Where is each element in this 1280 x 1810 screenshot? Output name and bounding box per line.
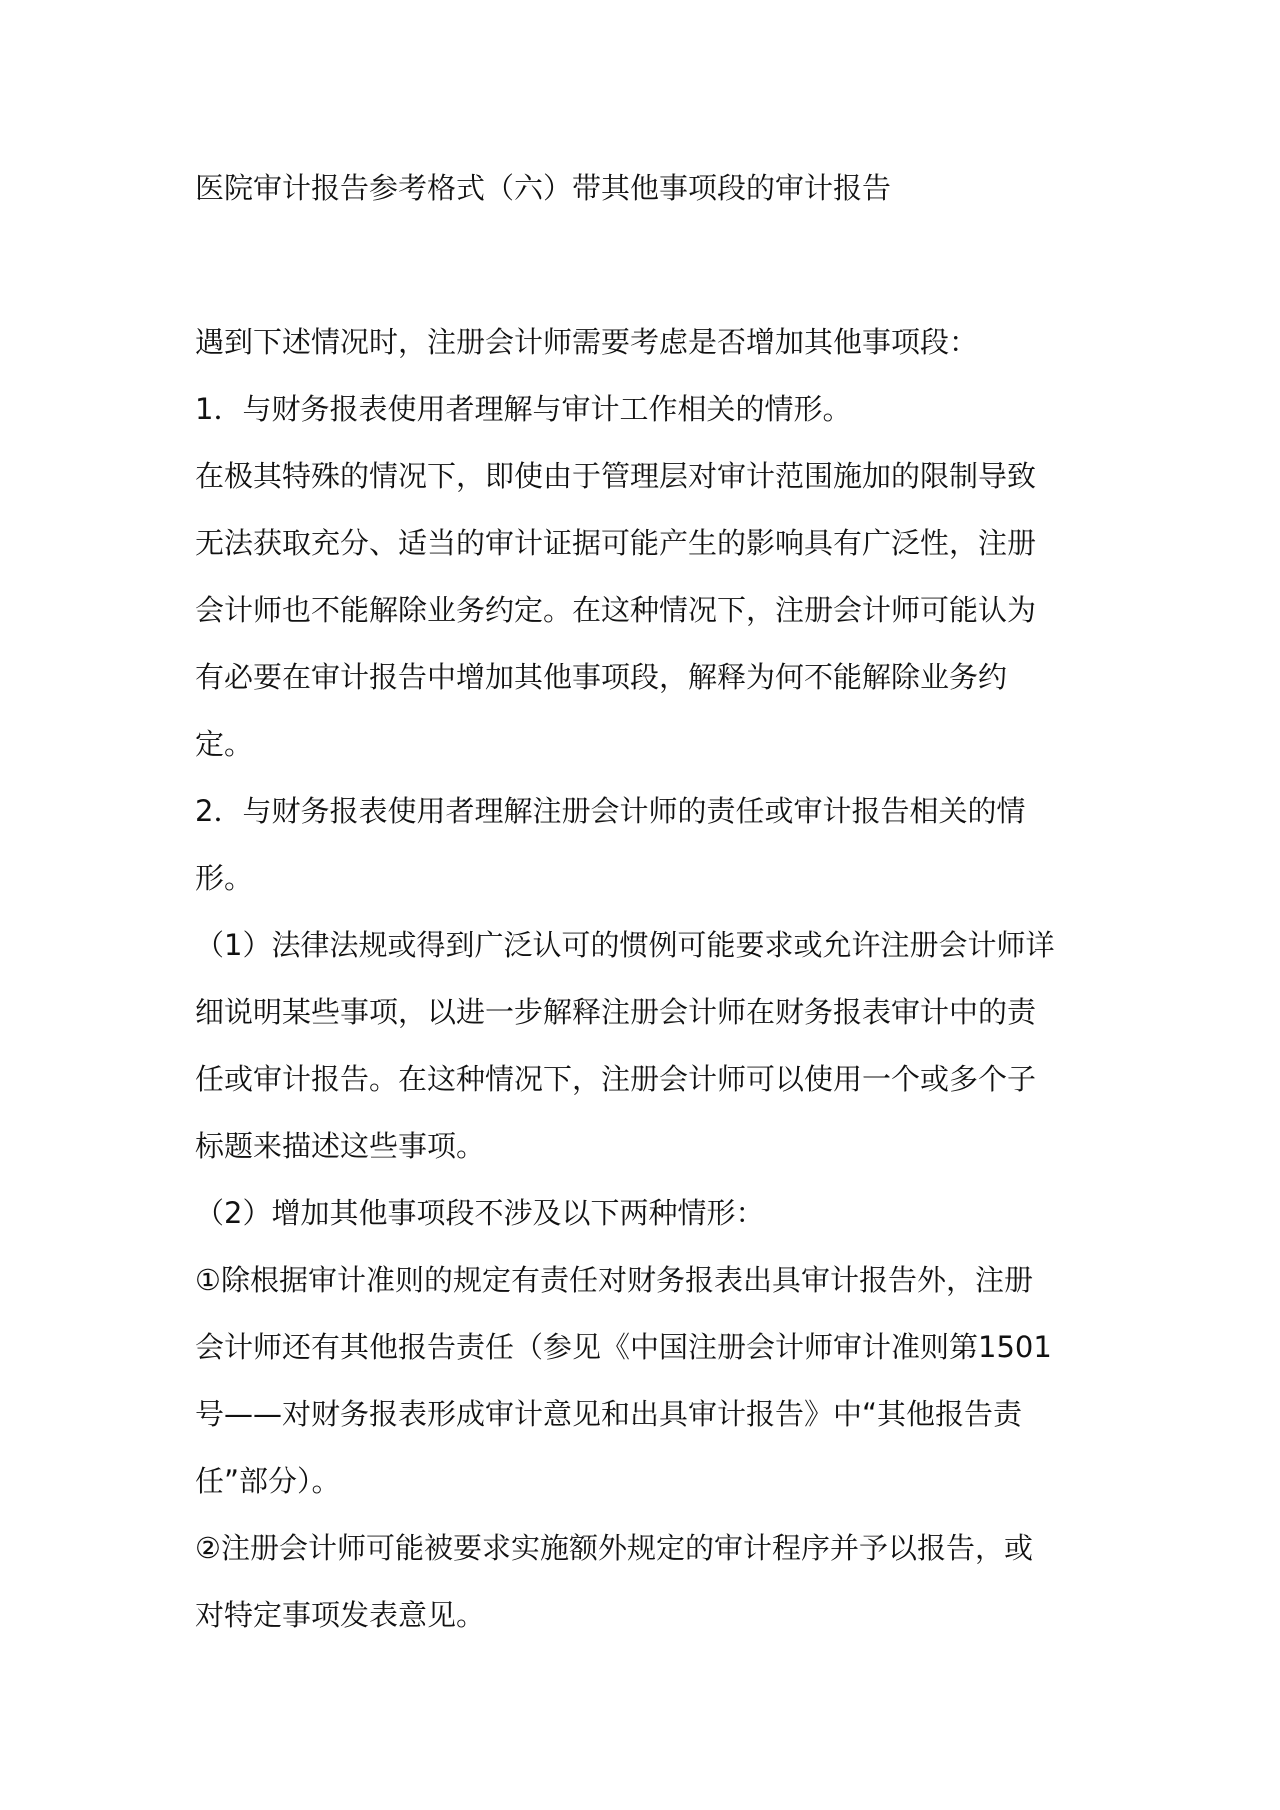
body-line: 对特定事项发表意见。	[195, 1598, 486, 1632]
body-line: 遇到下述情况时，注册会计师需要考虑是否增加其他事项段：	[195, 325, 979, 359]
body-line: ②注册会计师可能被要求实施额外规定的审计程序并予以报告，或	[195, 1531, 1033, 1565]
body-line: 无法获取充分、适当的审计证据可能产生的影响具有广泛性，注册	[195, 526, 1037, 560]
body-line: 有必要在审计报告中增加其他事项段，解释为何不能解除业务约	[195, 660, 1008, 694]
body-line: 1．与财务报表使用者理解与审计工作相关的情形。	[195, 392, 852, 426]
body-line: （1）法律法规或得到广泛认可的惯例可能要求或允许注册会计师详	[195, 928, 1055, 962]
body-line: 会计师还有其他报告责任（参见《中国注册会计师审计准则第1501	[195, 1330, 1052, 1364]
document-body	[195, 309, 1095, 1649]
body-line: 形。	[195, 861, 254, 895]
body-line: 定。	[195, 727, 254, 761]
body-line: 在极其特殊的情况下，即使由于管理层对审计范围施加的限制导致	[195, 459, 1037, 493]
document-title: 医院审计报告参考格式（六）带其他事项段的审计报告	[195, 171, 892, 205]
body-line: 2．与财务报表使用者理解注册会计师的责任或审计报告相关的情	[195, 794, 1026, 828]
body-line: （2）增加其他事项段不涉及以下两种情形：	[195, 1196, 765, 1230]
body-line: 标题来描述这些事项。	[195, 1129, 486, 1163]
body-line: 会计师也不能解除业务约定。在这种情况下，注册会计师可能认为	[195, 593, 1037, 627]
body-line: 任”部分）。	[195, 1464, 341, 1498]
body-line: 细说明某些事项，以进一步解释注册会计师在财务报表审计中的责	[195, 995, 1037, 1029]
body-line: ①除根据审计准则的规定有责任对财务报表出具审计报告外，注册	[195, 1263, 1033, 1297]
body-line: 号——对财务报表形成审计意见和出具审计报告》中“其他报告责	[195, 1397, 1023, 1431]
body-line: 任或审计报告。在这种情况下，注册会计师可以使用一个或多个子	[195, 1062, 1037, 1096]
